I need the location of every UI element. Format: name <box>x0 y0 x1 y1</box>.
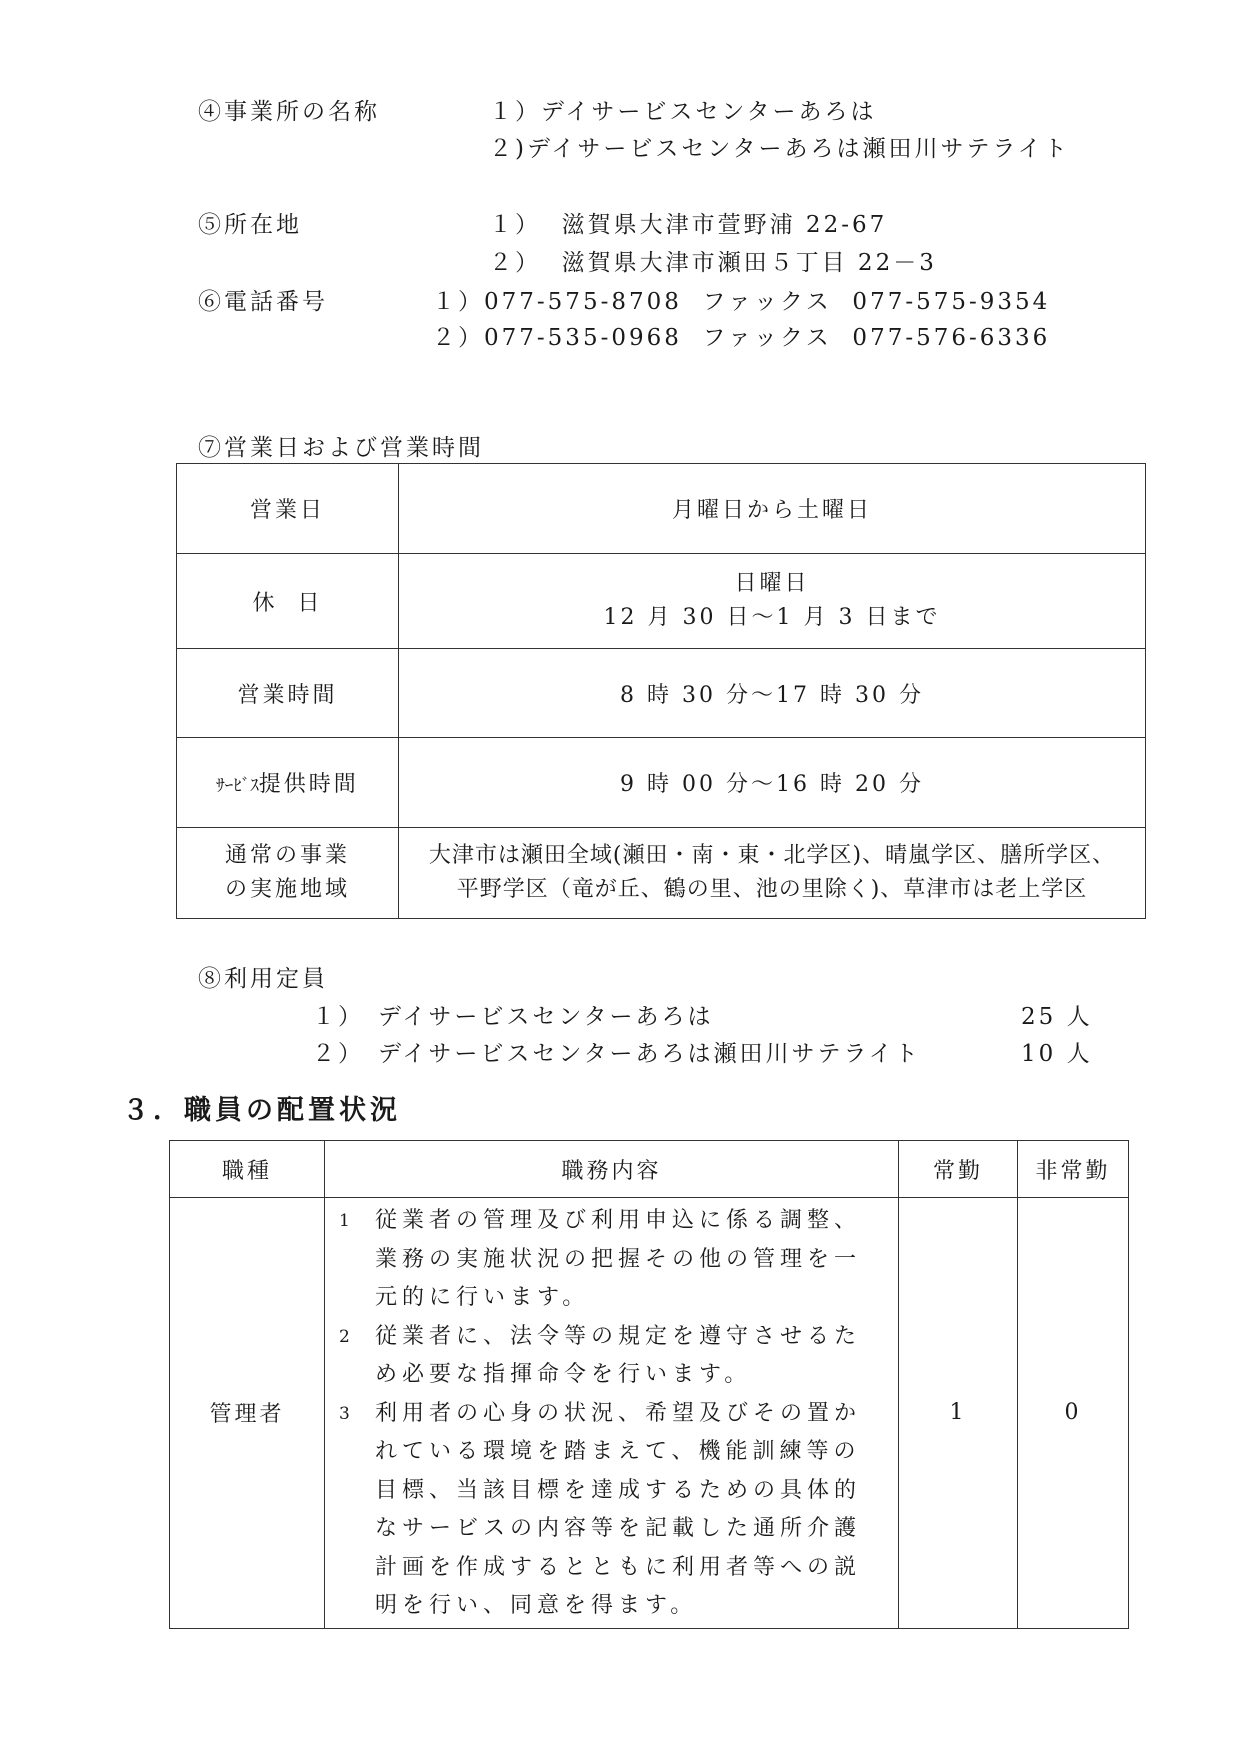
job-type: 管理者 <box>170 1198 325 1629</box>
staff-table-header <box>170 1141 1129 1198</box>
full-time-count: 1 <box>899 1198 1018 1629</box>
duty-text: 従業者に、法令等の規定を遵守させるため必要な指揮命令を行います。 <box>375 1323 862 1387</box>
hours-label-line: 通常の事業 <box>224 843 350 868</box>
hours-value: 9 時 00 分～16 時 20 分 <box>399 738 1146 828</box>
duty-text: 従業者の管理及び利用申込に係る調整、業務の実施状況の把握その他の管理を一元的に行います。 <box>375 1208 862 1310</box>
header-part-time: 非常勤 <box>1018 1141 1129 1198</box>
location-label: ⑤所在地 <box>198 212 302 238</box>
staff-section-heading: ３．職員の配置状況 <box>122 1095 401 1126</box>
phone-item-2: ２）077-535-0968 ファックス 077-576-6336 <box>432 325 1051 351</box>
hours-value <box>399 554 1146 649</box>
capacity-item-count: 25 人 <box>1021 1004 1093 1030</box>
hours-label-small: ｻｰﾋﾞｽ <box>216 776 259 796</box>
hours-label <box>177 738 399 828</box>
hours-label: 営業時間 <box>177 649 399 738</box>
location-item-1: １） 滋賀県大津市萱野浦 22-67 <box>489 212 888 238</box>
hours-label: 営業日 <box>177 464 399 554</box>
header-job-type: 職種 <box>170 1141 325 1198</box>
business-hours-title: ⑦営業日および営業時間 <box>198 435 484 461</box>
duty-text: 利用者の心身の状況、希望及びその置かれている環境を踏まえて、機能訓練等の目標、当該目標を達成するための具体的なサービスの内容等を記載した通所介護計画を作成するとともに利用者等への説明を行い、同意を得ます。 <box>375 1400 862 1618</box>
office-name-item-2: ２)デイサービスセンターあろは瀬田川サテライト <box>489 136 1070 162</box>
hours-label-line: の実施地域 <box>224 877 350 902</box>
duty-number: 3 <box>339 1403 350 1424</box>
hours-label <box>177 828 399 919</box>
duty-item <box>335 1395 888 1626</box>
hours-value-line: 12 月 30 日～1 月 3 日まで <box>603 605 941 630</box>
capacity-item-name: デイサービスセンターあろは <box>378 1004 714 1030</box>
capacity-title: ⑧利用定員 <box>198 966 328 992</box>
duty-number: 2 <box>339 1326 350 1347</box>
hours-label: 休 日 <box>177 554 399 649</box>
duty-item <box>335 1202 888 1318</box>
part-time-count: 0 <box>1018 1198 1129 1629</box>
phone-item-1: １）077-575-8708 ファックス 077-575-9354 <box>432 289 1051 315</box>
duty-item <box>335 1318 888 1395</box>
capacity-item-num: １） <box>312 1004 364 1030</box>
location-item-2: ２） 滋賀県大津市瀬田５丁目 22－3 <box>489 250 937 276</box>
capacity-item-num: ２） <box>312 1041 364 1067</box>
hours-value-line: 平野学区（竜が丘、鶴の里、池の里除く)、草津市は老上学区 <box>456 877 1088 902</box>
staff-table <box>169 1140 1129 1629</box>
hours-row-business-days <box>177 464 1146 554</box>
hours-label-rest: 提供時間 <box>258 772 359 797</box>
hours-row-holidays <box>177 554 1146 649</box>
hours-row-service-hours <box>177 738 1146 828</box>
header-full-time: 常勤 <box>899 1141 1018 1198</box>
hours-row-operating-hours <box>177 649 1146 738</box>
duties-list <box>325 1198 899 1629</box>
phone-label: ⑥電話番号 <box>198 289 328 315</box>
hours-value-line: 大津市は瀬田全域(瀬田・南・東・北学区)、晴嵐学区、膳所学区、 <box>428 843 1116 868</box>
table-row <box>170 1198 1129 1629</box>
hours-value-line: 日曜日 <box>734 571 810 596</box>
office-name-label: ④事業所の名称 <box>198 99 380 125</box>
office-name-item-1: １）デイサービスセンターあろは <box>489 99 877 125</box>
hours-value: 8 時 30 分～17 時 30 分 <box>399 649 1146 738</box>
header-duties: 職務内容 <box>325 1141 899 1198</box>
capacity-item-name: デイサービスセンターあろは瀬田川サテライト <box>378 1041 921 1067</box>
hours-row-service-area <box>177 828 1146 919</box>
duty-number: 1 <box>339 1211 350 1231</box>
business-hours-table <box>176 463 1146 919</box>
capacity-item-count: 10 人 <box>1021 1041 1093 1067</box>
hours-value: 月曜日から土曜日 <box>399 464 1146 554</box>
hours-value <box>399 828 1146 919</box>
